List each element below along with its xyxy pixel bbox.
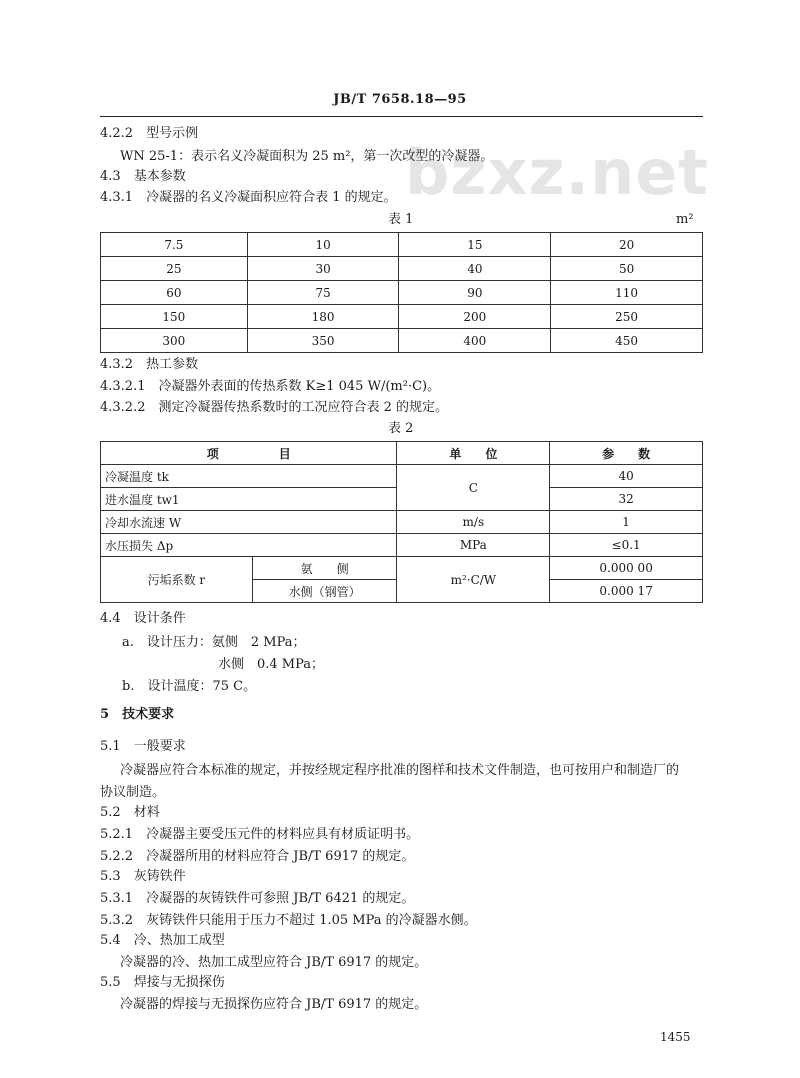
table1-cell: 60 <box>101 281 248 305</box>
section-5 <box>100 706 174 724</box>
table2-cell: MPa <box>397 534 550 557</box>
section-number: 5.3.2 <box>100 913 134 928</box>
section-5-4 <box>100 932 225 950</box>
section-5-2-2 <box>100 848 414 866</box>
section-number: 5.2.2 <box>100 849 134 864</box>
section-text: 冷凝器外表面的传热系数 K≥1 045 W/(m²·C)。 <box>158 379 441 394</box>
table2-cell: 进水温度 tw1 <box>101 488 397 511</box>
section-5-5 <box>100 974 225 992</box>
table2-row <box>101 511 703 534</box>
table2-cell: m/s <box>397 511 550 534</box>
section-title: 一般要求 <box>133 739 186 754</box>
model-example-text: WN 25-1：表示名义冷凝面积为 25 m²，第一次改型的冷凝器。 <box>120 149 494 164</box>
table1-cell: 250 <box>551 305 703 329</box>
section-4-2-2 <box>100 125 198 143</box>
table2-cell: 冷凝温度 tk <box>101 465 397 488</box>
section-number: 5.2.1 <box>100 827 134 842</box>
section-text: 灰铸铁件只能用于压力不超过 1.05 MPa 的冷凝器水侧。 <box>146 913 477 928</box>
section-title: 设计条件 <box>133 611 186 626</box>
table1-caption: 表 1 <box>388 212 414 227</box>
section-text: 冷凝器的灰铸铁件可参照 JB/T 6421 的规定。 <box>146 891 415 906</box>
table1-cell: 450 <box>551 329 703 353</box>
table1-cell: 10 <box>247 233 399 257</box>
section-number: 4.3.2.1 <box>100 379 146 394</box>
table1-cell: 90 <box>399 281 551 305</box>
section-number: 5.1 <box>100 739 121 754</box>
table2-cell: 水侧（钢管） <box>252 580 397 603</box>
section-number: 5 <box>100 707 110 722</box>
table1-cell: 200 <box>399 305 551 329</box>
section-4-3-2 <box>100 356 198 374</box>
table2-cell: 1 <box>550 511 703 534</box>
header-doc-id: JB/T 7658.18—95 <box>333 92 467 107</box>
item-a-line2: 水侧 0.4 MPa； <box>218 657 325 672</box>
table1-cell: 350 <box>247 329 399 353</box>
section-5-1-text-line2: 协议制造。 <box>100 785 166 800</box>
item-label: a. <box>122 635 134 650</box>
section-5-2-1 <box>100 826 419 844</box>
table1-cell: 40 <box>399 257 551 281</box>
table1-cell: 75 <box>247 281 399 305</box>
section-title: 冷、热加工成型 <box>133 933 225 948</box>
table2-row <box>101 465 703 488</box>
section-number: 4.3.2 <box>100 357 134 372</box>
section-number: 5.3 <box>100 869 121 884</box>
page-number: 1455 <box>660 1030 691 1044</box>
section-number: 5.2 <box>100 805 121 820</box>
section-number: 5.4 <box>100 933 121 948</box>
table2-header-row <box>101 442 703 465</box>
section-5-1-text-line1: 冷凝器应符合本标准的规定，并按经规定程序批准的图样和技术文件制造，也可按用户和制造厂的 <box>120 763 680 778</box>
table2-cell: 氨 侧 <box>252 557 397 580</box>
section-title: 技术要求 <box>122 707 175 722</box>
table1-row <box>101 329 703 353</box>
table1-cell: 180 <box>247 305 399 329</box>
table2-header-item: 项 目 <box>101 442 397 465</box>
table1-cell: 30 <box>247 257 399 281</box>
table2-row <box>101 534 703 557</box>
table2-caption: 表 2 <box>388 421 414 436</box>
table1-row <box>101 305 703 329</box>
section-title: 材料 <box>133 805 160 820</box>
section-number: 4.3.1 <box>100 190 134 205</box>
table2-row <box>101 557 703 580</box>
section-5-1 <box>100 738 186 756</box>
section-5-4-text: 冷凝器的冷、热加工成型应符合 JB/T 6917 的规定。 <box>120 955 428 970</box>
section-number: 4.3 <box>100 169 121 184</box>
item-a <box>122 634 306 652</box>
table1-row <box>101 281 703 305</box>
table2-cell: 水压损失 Δp <box>101 534 397 557</box>
table1-row <box>101 233 703 257</box>
item-label: b. <box>122 679 135 694</box>
section-5-2 <box>100 804 160 822</box>
table2-header-unit: 单 位 <box>397 442 550 465</box>
section-title: 基本参数 <box>133 169 186 184</box>
section-text: 测定冷凝器传热系数时的工况应符合表 2 的规定。 <box>158 400 449 415</box>
section-4-3-2-2 <box>100 399 448 417</box>
section-text: 冷凝器的名义冷凝面积应符合表 1 的规定。 <box>146 190 397 205</box>
table1-cell: 400 <box>399 329 551 353</box>
table1-body <box>101 233 703 353</box>
item-text: 设计温度：75 C。 <box>147 679 257 694</box>
item-text: 设计压力：氨侧 2 MPa； <box>146 635 306 650</box>
table2-cell: C <box>397 465 550 511</box>
table1 <box>100 232 703 353</box>
table1-cell: 150 <box>101 305 248 329</box>
table2-cell: ≤0.1 <box>550 534 703 557</box>
section-text: 冷凝器主要受压元件的材料应具有材质证明书。 <box>146 827 420 842</box>
section-title: 热工参数 <box>146 357 199 372</box>
watermark: bzxz.net <box>405 136 709 209</box>
section-5-3-2 <box>100 912 477 930</box>
section-4-3-1 <box>100 189 397 207</box>
section-number: 4.4 <box>100 611 121 626</box>
section-number: 4.2.2 <box>100 126 134 141</box>
section-title: 型号示例 <box>146 126 199 141</box>
table1-unit: m² <box>676 212 694 227</box>
table2-cell: 冷却水流速 W <box>101 511 397 534</box>
section-4-3-2-1 <box>100 378 440 396</box>
table1-cell: 50 <box>551 257 703 281</box>
section-title: 灰铸铁件 <box>133 869 186 884</box>
header-rule <box>100 116 703 117</box>
table1-cell: 7.5 <box>101 233 248 257</box>
table1-cell: 25 <box>101 257 248 281</box>
table2-cell: 0.000 17 <box>550 580 703 603</box>
table1-cell: 110 <box>551 281 703 305</box>
table1-cell: 300 <box>101 329 248 353</box>
section-4-4 <box>100 610 186 628</box>
section-text: 冷凝器所用的材料应符合 JB/T 6917 的规定。 <box>146 849 415 864</box>
table1-cell: 20 <box>551 233 703 257</box>
section-5-3-1 <box>100 890 414 908</box>
table1-row <box>101 257 703 281</box>
section-title: 焊接与无损探伤 <box>133 975 225 990</box>
section-number: 5.5 <box>100 975 121 990</box>
table2-header-param: 参 数 <box>550 442 703 465</box>
table2-cell: 0.000 00 <box>550 557 703 580</box>
section-5-3 <box>100 868 186 886</box>
section-number: 5.3.1 <box>100 891 134 906</box>
table2 <box>100 441 703 603</box>
section-5-5-text: 冷凝器的焊接与无损探伤应符合 JB/T 6917 的规定。 <box>120 997 428 1012</box>
item-b <box>122 678 256 696</box>
section-number: 4.3.2.2 <box>100 400 146 415</box>
table1-cell: 15 <box>399 233 551 257</box>
table2-cell: m²·C/W <box>397 557 550 603</box>
table2-cell: 污垢系数 r <box>101 557 253 603</box>
table2-cell: 40 <box>550 465 703 488</box>
table2-cell: 32 <box>550 488 703 511</box>
section-4-3 <box>100 168 186 186</box>
